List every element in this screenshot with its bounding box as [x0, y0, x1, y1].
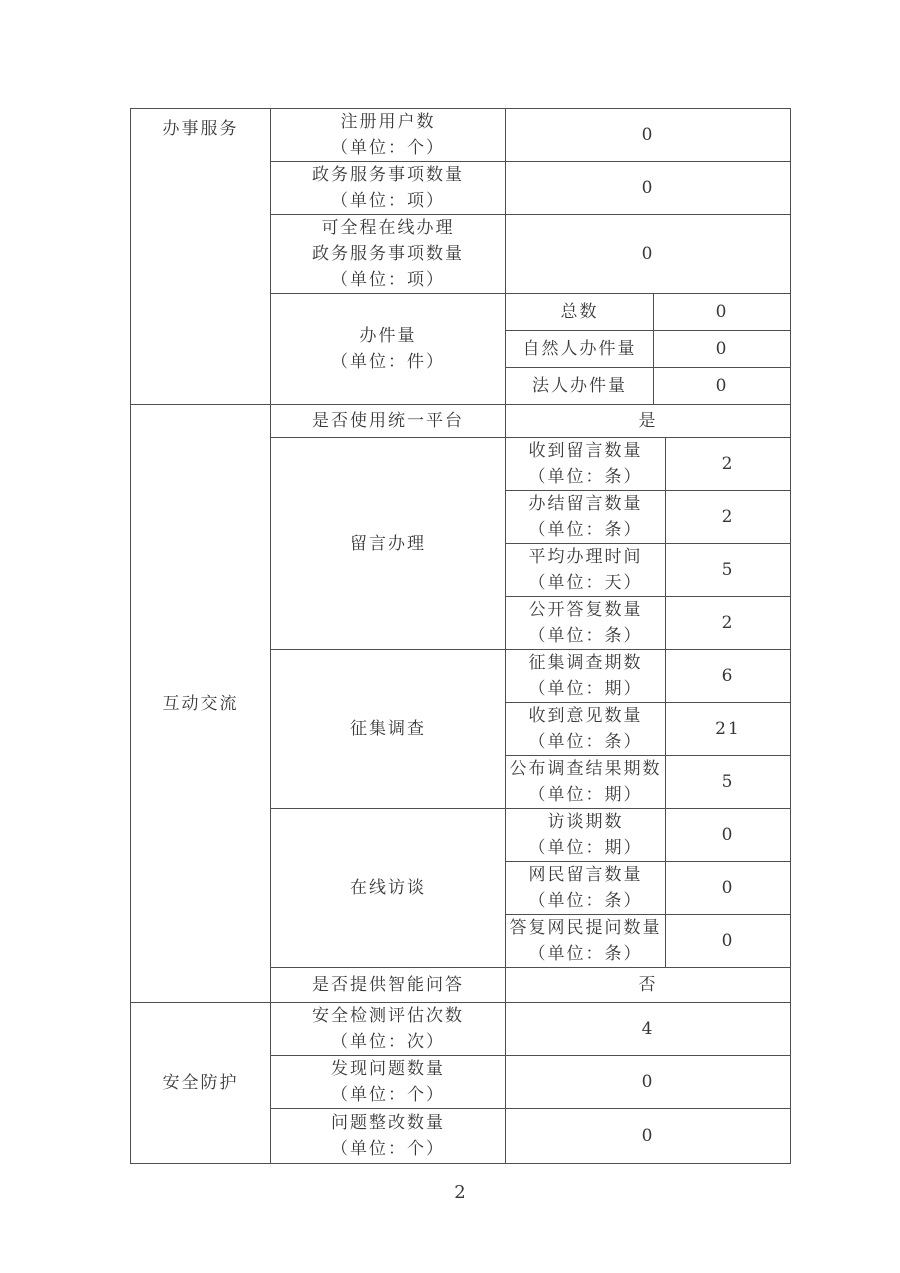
metric-unit: （单位：条）: [528, 944, 643, 964]
metric-label-text: 安全检测评估次数: [312, 1006, 464, 1026]
metric-value: 0: [506, 215, 791, 294]
sub-metric-label: 总数: [506, 294, 654, 331]
metric-label: [271, 1056, 506, 1109]
metric-label-text: 可全程在线办理: [321, 218, 455, 238]
sub-metric-label: [506, 809, 666, 862]
sub-metric-label-text: 访谈期数: [547, 812, 624, 832]
metric-value: 0: [666, 809, 791, 862]
metric-unit: （单位：个）: [331, 138, 445, 158]
metric-value: 0: [506, 1056, 791, 1109]
metric-label: [271, 294, 506, 405]
metric-label: [271, 1003, 506, 1056]
metric-label-text: 发现问题数量: [331, 1059, 445, 1079]
metric-label: [271, 109, 506, 162]
metric-value: 0: [506, 109, 791, 162]
sub-metric-label: [506, 703, 666, 756]
metric-value: 是: [506, 405, 791, 438]
page-number: 2: [454, 1182, 466, 1203]
metric-label-text: 办件量: [359, 326, 417, 346]
metric-unit: （单位：条）: [528, 626, 643, 646]
metric-label: [271, 1109, 506, 1164]
metric-value: 0: [666, 915, 791, 968]
metric-value: 4: [506, 1003, 791, 1056]
metric-value: 21: [666, 703, 791, 756]
metric-value: 0: [506, 1109, 791, 1164]
metric-unit: （单位：条）: [528, 891, 643, 911]
metric-label: 是否使用统一平台: [271, 405, 506, 438]
section-label-security: 安全防护: [131, 1003, 271, 1164]
metric-unit: （单位：期）: [528, 838, 643, 858]
sub-metric-label: [506, 597, 666, 650]
metric-label-text: 注册用户数: [340, 112, 436, 132]
metric-label-text: 问题整改数量: [331, 1113, 445, 1133]
metric-value: 2: [666, 597, 791, 650]
sub-metric-label-text: 收到留言数量: [528, 441, 643, 461]
metric-unit: （单位：条）: [528, 467, 643, 487]
metric-value: 否: [506, 968, 791, 1003]
sub-metric-label-text: 公布调查结果期数: [509, 759, 662, 779]
metric-label: 是否提供智能问答: [271, 968, 506, 1003]
metric-label: [271, 215, 506, 294]
sub-metric-label-text: 答复网民提问数量: [509, 918, 662, 938]
metric-value: 5: [666, 756, 791, 809]
metric-unit: （单位：条）: [528, 732, 643, 752]
section-label-services: 办事服务: [131, 109, 271, 405]
metric-unit: （单位：项）: [331, 191, 445, 211]
metric-label-text: 政务服务事项数量: [312, 244, 464, 264]
metric-unit: （单位：期）: [528, 785, 643, 805]
sub-metric-label-text: 网民留言数量: [528, 865, 643, 885]
metric-unit: （单位：期）: [528, 679, 643, 699]
metric-value: 6: [666, 650, 791, 703]
metric-label: 在线访谈: [271, 809, 506, 968]
sub-metric-label-text: 公开答复数量: [528, 600, 643, 620]
sub-metric-label-text: 平均办理时间: [528, 547, 643, 567]
metric-unit: （单位：次）: [331, 1032, 445, 1052]
metric-value: 0: [666, 862, 791, 915]
metric-unit: （单位：个）: [331, 1085, 445, 1105]
sub-metric-label: [506, 756, 666, 809]
metric-unit: （单位：个）: [331, 1139, 445, 1159]
metric-unit: （单位：项）: [331, 270, 445, 290]
metric-label-text: 政务服务事项数量: [312, 165, 464, 185]
metric-value: 0: [506, 162, 791, 215]
metric-value: 0: [654, 368, 791, 405]
metric-value: 5: [666, 544, 791, 597]
sub-metric-label: 自然人办件量: [506, 331, 654, 368]
sub-metric-label: [506, 438, 666, 491]
sub-metric-label: 法人办件量: [506, 368, 654, 405]
metric-label: [271, 162, 506, 215]
section-label-interaction: 互动交流: [131, 405, 271, 1003]
metric-unit: （单位：天）: [528, 573, 643, 593]
sub-metric-label-text: 收到意见数量: [528, 706, 643, 726]
metric-label: 留言办理: [271, 438, 506, 650]
sub-metric-label: [506, 544, 666, 597]
metric-value: 0: [654, 331, 791, 368]
report-table: [130, 108, 791, 1164]
sub-metric-label: [506, 650, 666, 703]
sub-metric-label: [506, 862, 666, 915]
metric-unit: （单位：件）: [331, 352, 445, 372]
metric-value: 2: [666, 491, 791, 544]
metric-value: 2: [666, 438, 791, 491]
metric-unit: （单位：条）: [528, 520, 643, 540]
metric-value: 0: [654, 294, 791, 331]
sub-metric-label-text: 征集调查期数: [528, 653, 643, 673]
sub-metric-label: [506, 915, 666, 968]
sub-metric-label: [506, 491, 666, 544]
metric-label: 征集调查: [271, 650, 506, 809]
sub-metric-label-text: 办结留言数量: [528, 494, 643, 514]
